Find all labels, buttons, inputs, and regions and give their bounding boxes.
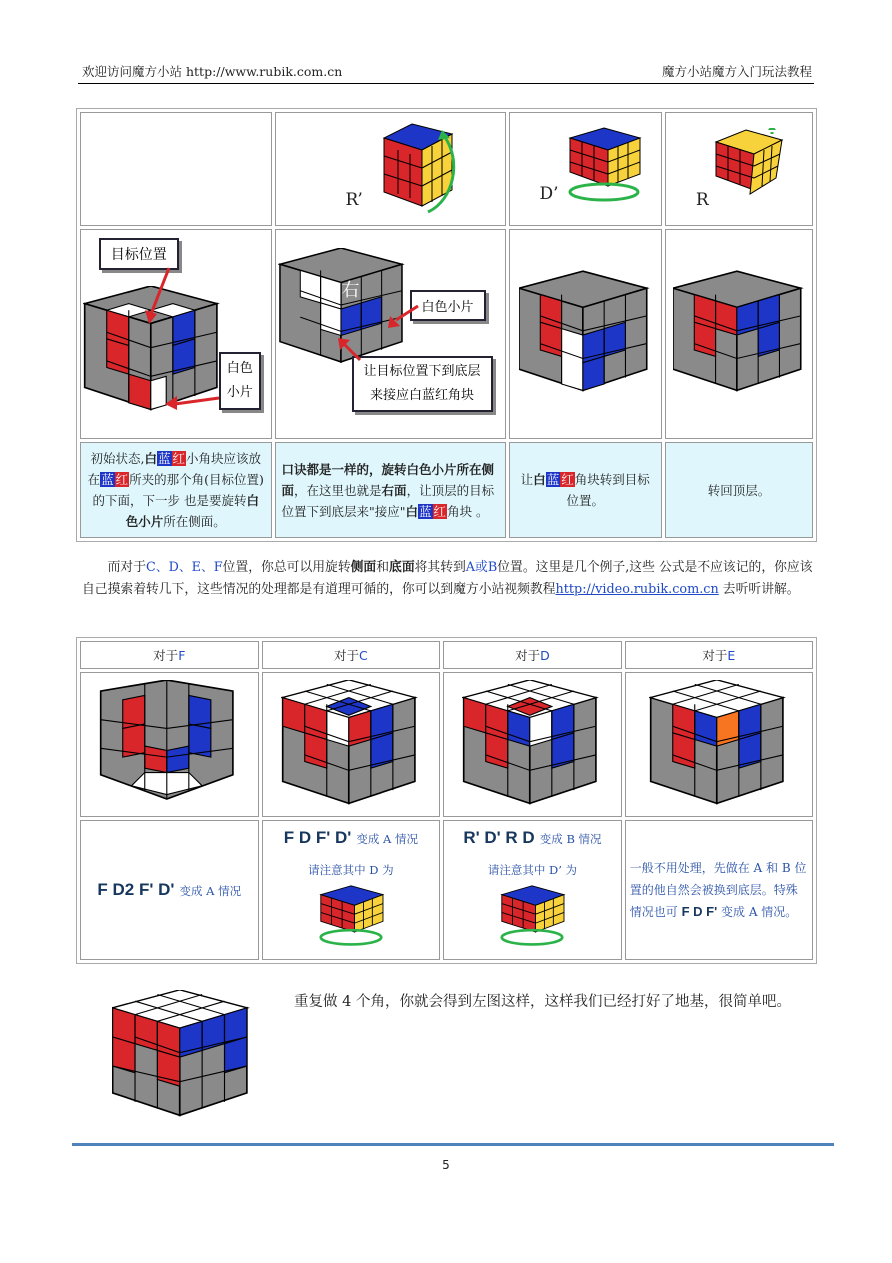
footer-divider	[72, 1143, 834, 1146]
back-top-cell	[665, 229, 813, 439]
para-p3: 位置，你总可以用旋转	[222, 560, 351, 575]
cube-dmove-d-image	[496, 884, 568, 948]
cases-table	[76, 637, 817, 964]
callout-white-piece-2: 白色小片	[410, 290, 486, 321]
cap2-t5: 白	[405, 503, 419, 519]
h2-key: D	[540, 648, 550, 663]
callout-white-piece: 白色 小片	[219, 352, 261, 410]
para-p6: 底面	[389, 560, 415, 575]
case-e-text-cell	[625, 820, 813, 960]
caption-initial	[80, 442, 272, 538]
final-text: 重复做 4 个角，你就会得到左图这样，这样我们已经打好了地基，很简单吧。	[294, 994, 791, 1010]
move-d-prime-cell	[509, 112, 662, 226]
cube-case-c-image	[281, 680, 421, 810]
para-p4: 侧面	[350, 560, 377, 575]
algo-d: R' D' R D	[463, 828, 535, 847]
case-e-image-cell	[625, 672, 813, 817]
case-e-text: 一般不用处理，先做在 A 和 B 位置的他自然会被换到底层。特殊情况也可	[629, 861, 807, 919]
para-p10: B	[487, 560, 498, 575]
note-f: 变成 A 情况	[179, 884, 242, 898]
move-label-dprime: D’	[539, 184, 559, 204]
cube-dprime-image	[564, 126, 644, 206]
header-left: 欢迎访问魔方小站 http://www.rubik.com.cn	[82, 64, 343, 79]
cap1-t7: 红	[115, 472, 129, 487]
para-p1: 而对于	[107, 560, 146, 575]
algo-e: F D F'	[681, 904, 718, 919]
cap1-t3: 蓝	[157, 451, 171, 466]
arrow-white-piece	[163, 392, 223, 412]
header-d	[443, 641, 622, 669]
note-e: 变成 A 情况。	[721, 905, 798, 919]
target-cell	[509, 229, 662, 439]
para-p5: 和	[376, 560, 390, 575]
callout-target: 目标位置	[99, 238, 179, 270]
h3-key: E	[727, 648, 736, 663]
arrow-target	[139, 264, 179, 324]
cap1-t8: 所夹的那个角(目标位置)的下面，下一步 也是要旋转	[92, 472, 264, 508]
h0-key: F	[178, 648, 186, 663]
h1-pre: 对于	[333, 648, 359, 663]
steps-table	[76, 108, 817, 542]
cube-case-e-image	[649, 680, 789, 810]
cap3-t3: 蓝	[546, 472, 560, 487]
h0-pre: 对于	[153, 648, 179, 663]
note-c: 变成 A 情况	[356, 832, 419, 846]
sub-d: 请注意其中 D’ 为	[487, 863, 578, 877]
cap2-t8: 角块 。	[447, 503, 489, 519]
header-right: 魔方小站魔方入门玩法教程	[661, 64, 812, 79]
note-d: 变成 B 情况	[539, 832, 602, 846]
para-p2: C、D、E、F	[145, 560, 223, 575]
cube-case-d-image	[462, 680, 602, 810]
cap3-t2: 白	[533, 472, 546, 487]
explanation-paragraph	[82, 557, 816, 601]
cap1-t2: 白	[144, 451, 157, 466]
cap2-t3: 右面	[381, 482, 407, 498]
move-label-r: R	[695, 190, 709, 210]
move-r-cell	[665, 112, 813, 226]
rotate-side-cell	[275, 229, 506, 439]
cube-r-image	[710, 128, 790, 208]
case-f-image-cell	[80, 672, 259, 817]
h1-key: C	[359, 648, 368, 663]
cap3-t1: 让	[520, 472, 534, 487]
case-c-image-cell	[262, 672, 441, 817]
case-d-image-cell	[443, 672, 622, 817]
para-p8: A	[465, 560, 476, 575]
para-p11: 位置。这里是几个例子,这些 公式是不应该记的，你应该自己摸索着转几下，这些情况的处理都是有道理可循的，你可以到魔方小站视频教程	[82, 560, 813, 597]
cap2-t4: ，让顶层的目标位置下到底层来"接应"	[281, 482, 495, 519]
cube-rprime-image	[364, 120, 474, 220]
header-f	[80, 641, 259, 669]
para-p13: 去听听讲解。	[718, 582, 800, 597]
cap1-t1: 初始状态,	[90, 451, 145, 466]
case-c-algo-cell	[262, 820, 441, 960]
page-number: 5	[442, 1158, 450, 1172]
algo-c: F D F' D'	[283, 828, 352, 847]
initial-state-cell	[80, 229, 272, 439]
h3-pre: 对于	[702, 648, 728, 663]
case-f-algo-cell	[80, 820, 259, 960]
caption-target	[509, 442, 662, 538]
header-e	[625, 641, 813, 669]
cap3-t4: 红	[561, 472, 574, 487]
header-divider	[78, 83, 814, 84]
cap1-t9: 白色小片	[125, 493, 259, 529]
case-d-algo-cell	[443, 820, 622, 960]
caption-back-top: 转回顶层。	[665, 442, 813, 538]
cube-target-image	[519, 270, 651, 398]
video-link[interactable]: http://video.rubik.com.cn	[555, 582, 719, 597]
label-right: 右	[341, 280, 360, 301]
cap1-t6: 蓝	[101, 472, 114, 487]
header-c	[262, 641, 441, 669]
cube-final-image	[112, 990, 252, 1122]
cap2-t7: 红	[433, 503, 447, 519]
cap1-t5: 小角块应该放在	[87, 451, 262, 487]
cap1-t4: 红	[172, 451, 186, 466]
sub-c: 请注意其中 D 为	[308, 863, 394, 877]
algo-f: F D2 F' D'	[97, 880, 175, 899]
cap1-t10: 所在侧面。	[163, 514, 226, 529]
move-label-rprime: R’	[345, 190, 363, 210]
move-r-prime-cell	[275, 112, 506, 226]
arrow-white-piece-2	[386, 302, 426, 332]
empty-cell	[80, 112, 272, 226]
page-header	[82, 62, 812, 80]
cube-back-top-image	[673, 270, 805, 398]
callout-down: 让目标位置下到底层 来接应白蓝红角块	[352, 356, 493, 412]
h2-pre: 对于	[515, 648, 541, 663]
arrow-down	[336, 336, 366, 366]
para-p9: 或	[475, 560, 488, 575]
cap2-t1: 口诀都是一样的，旋转白色小片所在侧面	[281, 461, 495, 498]
para-p7: 将其转到	[414, 560, 466, 575]
cap2-t2: ，在这里也就是	[294, 482, 382, 498]
cap2-t6: 蓝	[419, 503, 432, 519]
cube-case-f-image	[99, 680, 239, 810]
cap3-t5: 角块转到目标位置。	[566, 472, 650, 508]
cube-dmove-c-image	[315, 884, 387, 948]
caption-rotate	[275, 442, 506, 538]
